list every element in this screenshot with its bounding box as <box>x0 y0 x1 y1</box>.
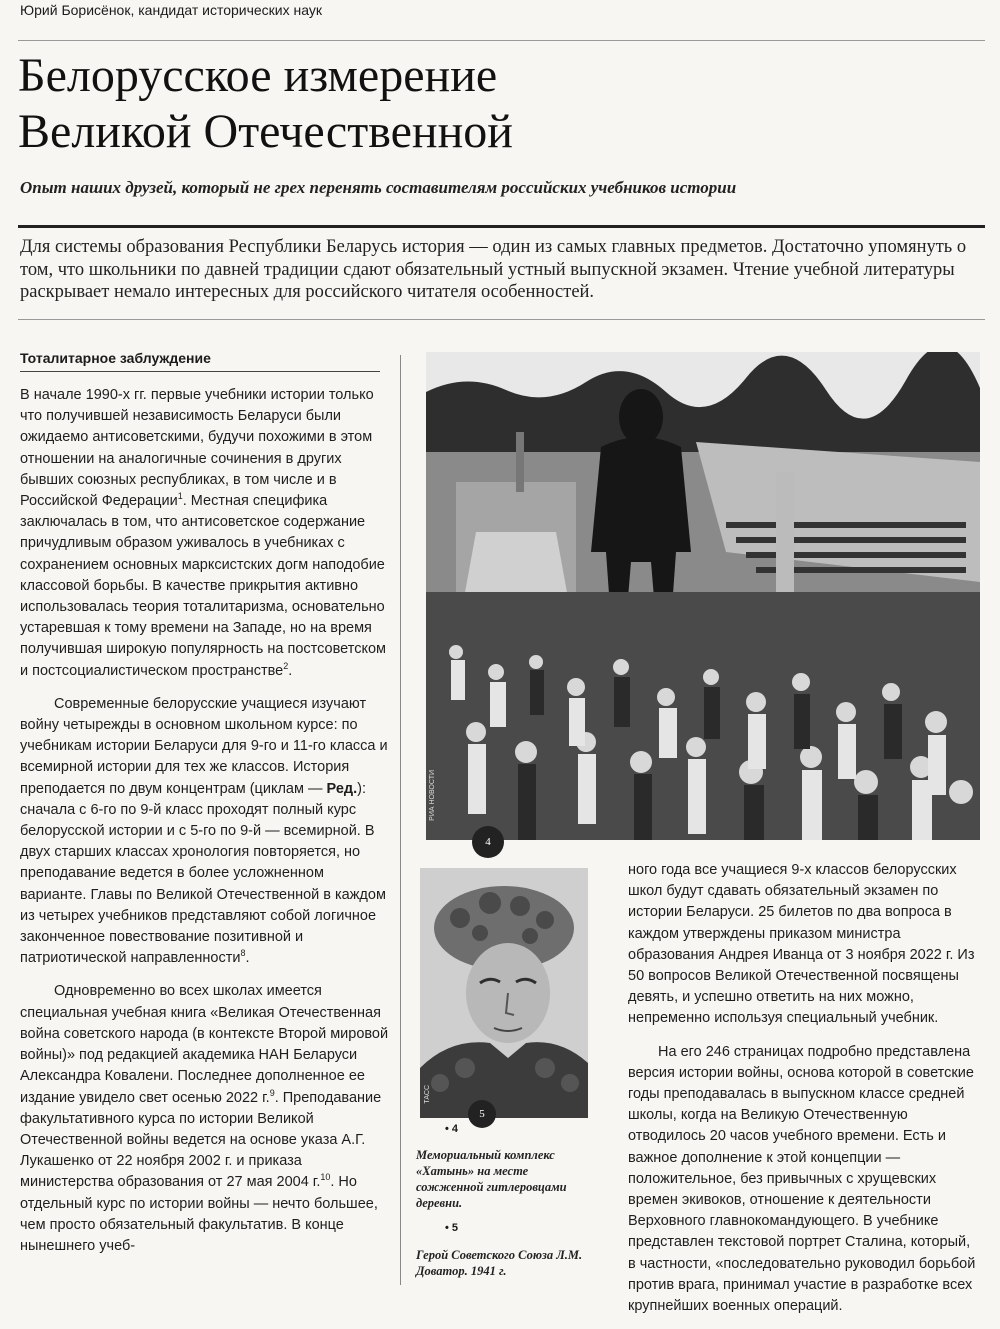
figure-number-badge: 5 <box>468 1100 496 1128</box>
article-subtitle: Опыт наших друзей, который не грех перенять составителям российских учебников истории <box>20 178 737 197</box>
paragraph-4: ного года все учащиеся 9-х классов белорусских школ будут сдавать обязательный экзамен по истории Беларуси. 25 билетов по два вопроса в каждом утверждены приказом министра образования Андрея Иванца от 3 ноября 2022 г. Из 50 вопросов Великой Отечественной посвящены девять, и успешно ответить на них можно, непременно используя специальный учебник. <box>628 862 975 1027</box>
lead-paragraph: Для системы образования Республики Беларусь история — один из самых главных предметов. Достаточно упомянуть о том, что школьники по давней традиции сдают обязательный устный выпускной экзамен. Чтение учебной литературы раскрывает немало интересных для российского читателя особенностей. <box>20 237 967 302</box>
subtitle-rule <box>18 225 985 228</box>
top-rule <box>18 40 985 41</box>
footnote-ref: 1 <box>177 491 183 502</box>
byline: Юрий Борисёнок, кандидат исторических наук <box>20 2 323 18</box>
title-line-1: Белорусское измерение <box>18 49 498 102</box>
caption-figure-5: Герой Советского Союза Л.М. Доватор. 1941 г. <box>416 1248 583 1278</box>
caption-marker-4: • 4 <box>445 1123 459 1135</box>
caption-marker-5: • 5 <box>445 1222 459 1234</box>
text-column-right <box>628 860 980 1329</box>
footnote-ref: 10 <box>320 1172 331 1183</box>
footnote-ref: 9 <box>269 1087 275 1098</box>
caption-figure-4: Мемориальный комплекс «Хатынь» на месте сожженной гитлеровцами деревни. <box>416 1148 567 1210</box>
portrait-photo-graphic <box>420 868 588 1118</box>
paragraph-2: Современные белорусские учащиеся изучают войну четырежды в основном школьном курсе: по учебникам истории Беларуси для 9-го и 11-го класса и всемирной истории для тех же классов. История преподается по двум концентрам (циклам — Ред.): сначала с 6-го по 9-й класс проходят полный курс белорусской истории и с 5-го по 9-й — всемирной. В двух старших классах хронология повторяется, но преподавание ведется в более усложненном варианте. Главы по Великой Отечественной в каждом из четырех учебников представляют собой логичное законченное повествование позитивной и патриотической направленности$^8$. <box>20 695 388 967</box>
article-title <box>18 48 978 160</box>
lead-rule <box>18 319 985 320</box>
section-heading: Тоталитарное заблуждение <box>20 350 211 366</box>
paragraph-1: В начале 1990-х гг. первые учебники истории только что получившей независимость Беларуси были ожидаемо антисоветскими, будучи похожими в этом отношении на аналогичные сочинения в других бывших союзных республиках, в том числе и в Российской Федерации$^1$. Местная специфика заключалась в том, что антисоветское содержание причудливым образом уживалось в учебниках с сохранением основных марксистских догм наподобие классовой борьбы. В качестве прикрытия активно использовалась теория тоталитаризма, основательно устаревшая к тому времени на Западе, но на время получившая широкую популярность на постсоветском и постсоциалистическом пространстве$^2$. <box>20 387 386 679</box>
text-column-left <box>20 385 390 1269</box>
photo-credit-ria: РИА НОВОСТИ <box>429 770 436 821</box>
footnote-ref: 8 <box>240 948 246 959</box>
title-line-2: Великой Отечественной <box>18 105 513 158</box>
editor-note: Ред. <box>326 780 358 797</box>
footnote-ref: 2 <box>283 660 289 671</box>
photo-dovator-portrait <box>420 868 588 1118</box>
photo-credit-tass: ТАСС <box>424 1085 431 1104</box>
memorial-photo-graphic <box>426 352 980 840</box>
column-divider <box>400 355 401 1285</box>
paragraph-3: Одновременно во всех школах имеется специальная учебная книга «Великая Отечественная война советского народа (в контексте Второй мировой войны)» под редакцией академика НАН Беларуси Александра Ковалени. Последнее дополненное ее издание увидело свет осенью 2022 г.$^9$. Преподавание факультативного курса по истории Великой Отечественной войны ведется на основе указа А.Г. Лукашенко от 22 ноября 2002 г. и приказа министерства образования от 27 мая 2004 г.$^{10}$. Но отдельный курс по истории войны — нечто большее, чем просто обязательный факультатив. В конце нынешнего учеб- <box>20 983 389 1254</box>
section-underline <box>20 371 380 372</box>
figure-number-badge: 4 <box>472 826 504 858</box>
paragraph-5: На его 246 страницах подробно представлена версия истории войны, основа которой в советские годы преподавалась в выпускном классе средней школы, когда на Великую Отечественную отводилось 20 часов учебного времени. Есть и важное дополнение к этой концепции — положительное, без привычных с хрущевских времен экивоков, отношение к деятельности Верховного главнокомандующего. В учебнике представлен текстовой портрет Сталина, который, в частности, «последовательно руководил борьбой против врага, принимал участие в разработке всех крупнейших военных операций. <box>628 1043 976 1315</box>
photo-khatyn-memorial <box>426 352 980 840</box>
